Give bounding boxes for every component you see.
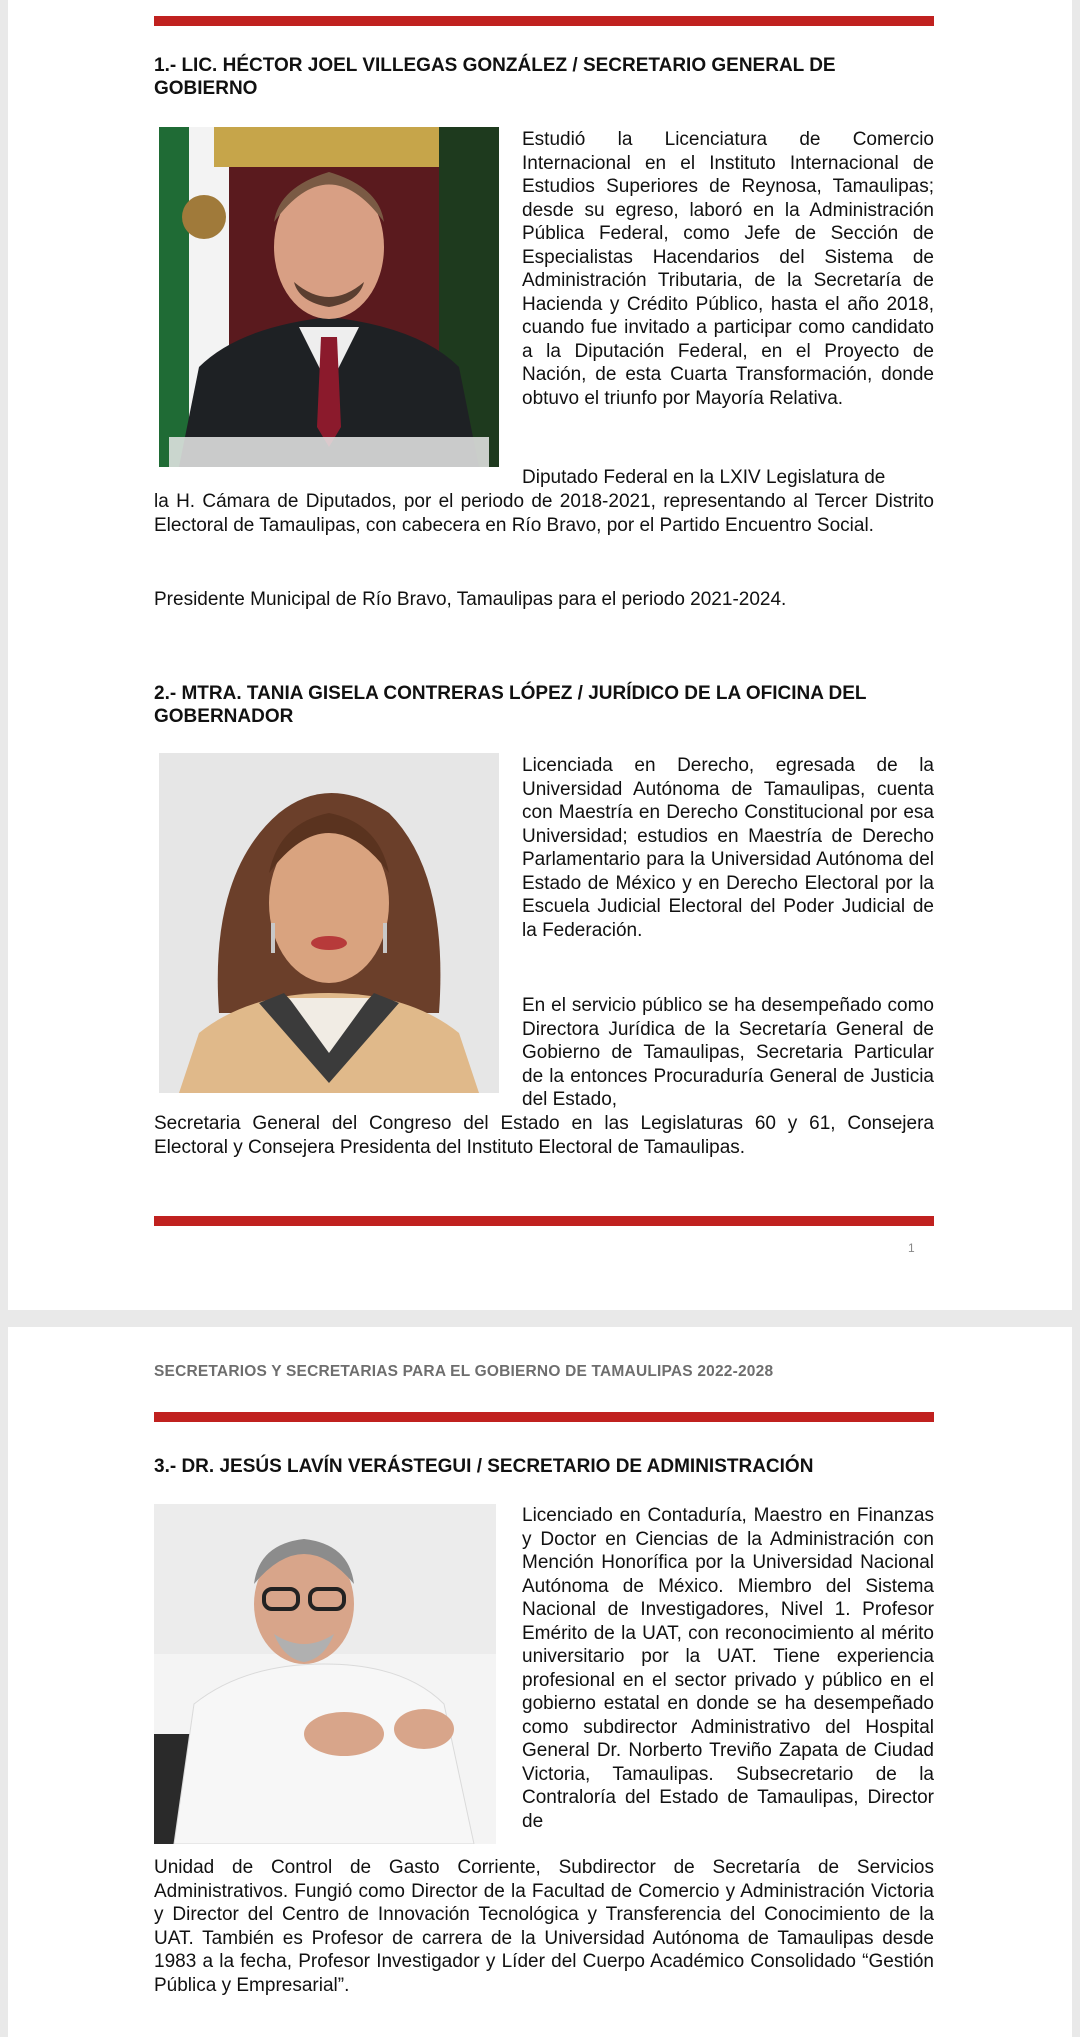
portrait-jesus-lavin	[154, 1504, 496, 1844]
portrait-jesus-image	[154, 1504, 496, 1844]
document-page-2	[8, 1327, 1072, 2037]
portrait-hector-villegas	[159, 127, 499, 467]
bottom-red-rule	[154, 1216, 934, 1226]
portrait-tania-contreras	[159, 753, 499, 1093]
section-1-paragraph-1: Estudió la Licenciatura de Comercio Internacional en el Instituto Internacional de Estudios Superiores de Reynosa, Tamaulipas; desde su egreso, laboró en la Administración Pública Federal, como Jefe de Sección de Especialistas Hacendarios del Sistema de Administración Tributaria, de la Secretaría de Hacienda y Crédito Público, hasta el año 2018, cuando fue invitado a participar como candidato a la Diputación Federal, en el Proyecto de Nación, de esta Cuarta Transformación, donde obtuvo el triunfo por Mayoría Relativa.	[522, 129, 934, 409]
top-red-rule	[154, 16, 934, 26]
section-2-paragraph-2: Secretaria General del Congreso del Estado en las Legislaturas 60 y 61, Consejera Electoral y Consejera Presidenta del Instituto Electoral de Tamaulipas.	[154, 1113, 934, 1158]
section-3-paragraph: Unidad de Control de Gasto Corriente, Subdirector de Secretaría de Servicios Administrativos. Fungió como Director de la Facultad de Comercio y Administración Victoria y Director del Centro de Innovación Tecnológica y Transferencia del Conocimiento de la UAT. También es Profesor de carrera de la Universidad Autónoma de Tamaulipas desde 1983 a la fecha, Profesor Investigador y Líder del Cuerpo Académico Consolidado “Gestión Pública y Empresarial”.	[154, 1857, 934, 1996]
portrait-hector-image	[159, 127, 499, 467]
section-2-title: 2.- MTRA. TANIA GISELA CONTRERAS LÓPEZ / JURÍDICO DE LA OFICINA DEL GOBERNADOR	[154, 683, 867, 727]
section-1-title: 1.- LIC. HÉCTOR JOEL VILLEGAS GONZÁLEZ / SECRETARIO GENERAL DE GOBIERNO	[154, 55, 836, 99]
section-3-title: 3.- DR. JESÚS LAVÍN VERÁSTEGUI / SECRETARIO DE ADMINISTRACIÓN	[154, 1456, 814, 1477]
top-red-rule-page-2	[154, 1412, 934, 1422]
section-2-paragraph-2-start: En el servicio público se ha desempeñado como Directora Jurídica de la Secretaría General de Gobierno de Tamaulipas, Secretaria Particular de la entonces Procuraduría General de Justicia del Estado,	[522, 995, 934, 1110]
section-2-paragraph-1: Licenciada en Derecho, egresada de la Universidad Autónoma de Tamaulipas, cuenta con Maestría en Derecho Constitucional por esa Universidad; estudios en Maestría de Derecho Parlamentario para la Universidad Autónoma del Estado de México y en Derecho Electoral por la Escuela Judicial Electoral del Poder Judicial de la Federación.	[522, 755, 934, 941]
section-3-paragraph-start: Licenciado en Contaduría, Maestro en Finanzas y Doctor en Ciencias de la Administración con Mención Honorífica por la Universidad Nacional Autónoma de México. Miembro del Sistema Nacional de Investigadores, Nivel 1. Profesor Emérito de la UAT, con reconocimiento al mérito universitario por la UAT. Tiene experiencia profesional en el sector privado y público en el gobierno estatal en donde se ha desempeñado como subdirector Administrativo del Hospital General Dr. Norberto Treviño Zapata de Ciudad Victoria, Tamaulipas. Subsecretario de la Contraloría del Estado de Tamaulipas, Director de	[522, 1505, 934, 1832]
section-1-paragraph-2-start: Diputado Federal en la LXIV Legislatura de	[522, 467, 886, 488]
page-number: 1	[908, 1241, 915, 1255]
section-1-paragraph-3: Presidente Municipal de Río Bravo, Tamaulipas para el periodo 2021-2024.	[154, 589, 787, 610]
section-1-paragraph-2: la H. Cámara de Diputados, por el periodo de 2018-2021, representando al Tercer Distrito Electoral de Tamaulipas, con cabecera en Río Bravo, por el Partido Encuentro Social.	[154, 491, 934, 536]
document-page-1	[8, 0, 1072, 1310]
running-header: SECRETARIOS Y SECRETARIAS PARA EL GOBIERNO DE TAMAULIPAS 2022-2028	[154, 1363, 774, 1380]
portrait-tania-image	[159, 753, 499, 1093]
